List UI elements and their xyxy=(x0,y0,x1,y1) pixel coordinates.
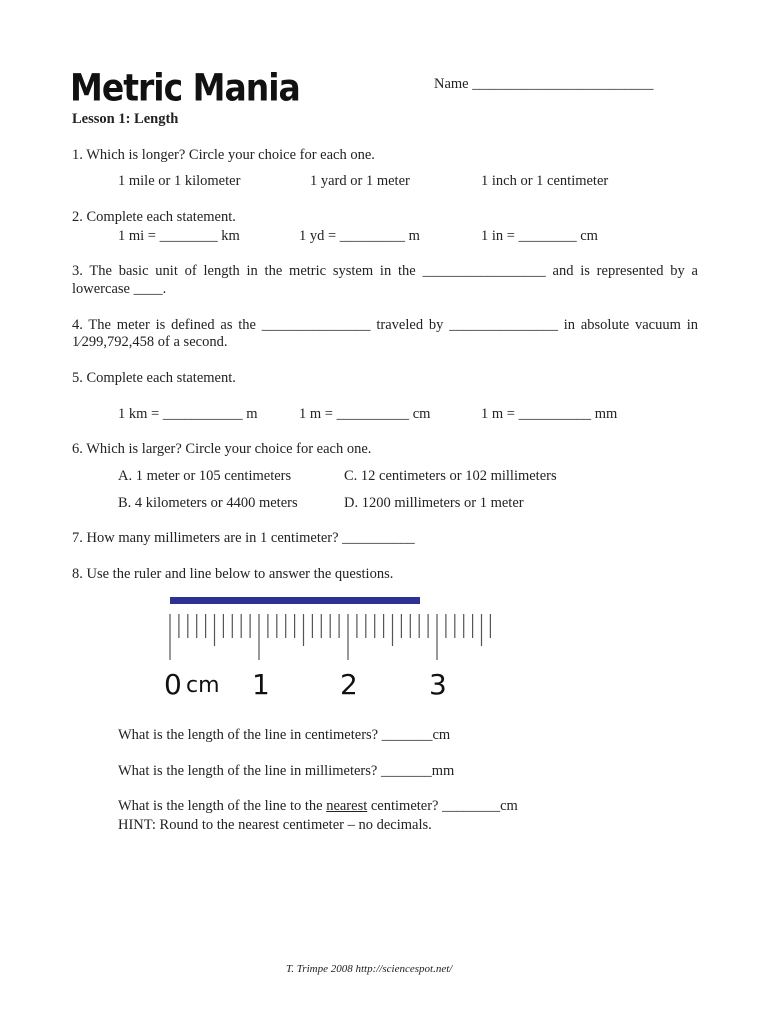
ruler-label-3: 3 xyxy=(429,668,447,701)
question-8-sub-3-start: What is the length of the line to the xyxy=(118,798,327,814)
question-8-sub-1: What is the length of the line in centimeters? _______cm xyxy=(118,727,451,743)
question-3-line-1: 3. The basic unit of length in the metric system in the _________________ and is represented by a xyxy=(72,263,698,279)
question-5-item-3: 1 m = __________ mm xyxy=(481,406,618,422)
question-8-hint: HINT: Round to the nearest centimeter – no decimals. xyxy=(118,817,432,833)
name-field-label: Name _________________________ xyxy=(434,76,654,92)
question-8-prompt: 8. Use the ruler and line below to answer the questions. xyxy=(72,566,394,582)
question-7-prompt: 7. How many millimeters are in 1 centimeter? __________ xyxy=(72,530,415,546)
ruler-figure xyxy=(150,594,520,710)
question-6-choice-b: B. 4 kilometers or 4400 meters xyxy=(118,495,298,511)
worksheet-title: Metric Mania xyxy=(70,66,300,110)
question-1-prompt: 1. Which is longer? Circle your choice for each one. xyxy=(72,147,375,163)
question-5-item-2: 1 m = __________ cm xyxy=(299,406,431,422)
question-2-item-2: 1 yd = _________ m xyxy=(299,228,420,244)
question-8-sub-2: What is the length of the line in millimeters? _______mm xyxy=(118,763,455,779)
ruler-label-2: 2 xyxy=(340,668,358,701)
question-4-line-1: 4. The meter is defined as the _______________ traveled by _______________ in absolute vacuum in xyxy=(72,317,698,333)
question-3-line-2: lowercase ____. xyxy=(72,281,167,297)
question-5-prompt: 5. Complete each statement. xyxy=(72,370,236,386)
question-6-choice-c: C. 12 centimeters or 102 millimeters xyxy=(344,468,557,484)
question-2-item-1: 1 mi = ________ km xyxy=(118,228,240,244)
question-6-choice-a: A. 1 meter or 105 centimeters xyxy=(118,468,292,484)
question-1-choice-3: 1 inch or 1 centimeter xyxy=(481,173,609,189)
nearest-emphasis: nearest xyxy=(326,798,368,814)
question-6-choice-d: D. 1200 millimeters or 1 meter xyxy=(344,495,524,511)
question-2-item-3: 1 in = ________ cm xyxy=(481,228,598,244)
question-5-item-1: 1 km = ___________ m xyxy=(118,406,258,422)
ruler-ticks xyxy=(170,614,490,660)
ruler-label-1: 1 xyxy=(252,668,270,701)
ruler-drawing xyxy=(150,594,520,710)
ruler-label-0: 0 xyxy=(164,668,182,701)
ruler-label-unit: cm xyxy=(186,673,220,698)
question-8-sub-3 xyxy=(118,798,518,815)
question-4-line-2: 1⁄299,792,458 of a second. xyxy=(72,334,228,350)
measure-line xyxy=(170,597,420,604)
question-8-sub-3-end: centimeter? ________cm xyxy=(367,798,518,814)
question-6-prompt: 6. Which is larger? Circle your choice for each one. xyxy=(72,441,372,457)
lesson-heading: Lesson 1: Length xyxy=(72,111,179,127)
question-1-choice-1: 1 mile or 1 kilometer xyxy=(118,173,241,189)
question-1-choice-2: 1 yard or 1 meter xyxy=(310,173,410,189)
question-2-prompt: 2. Complete each statement. xyxy=(72,209,236,225)
footer-credit: T. Trimpe 2008 http://sciencespot.net/ xyxy=(286,963,453,975)
